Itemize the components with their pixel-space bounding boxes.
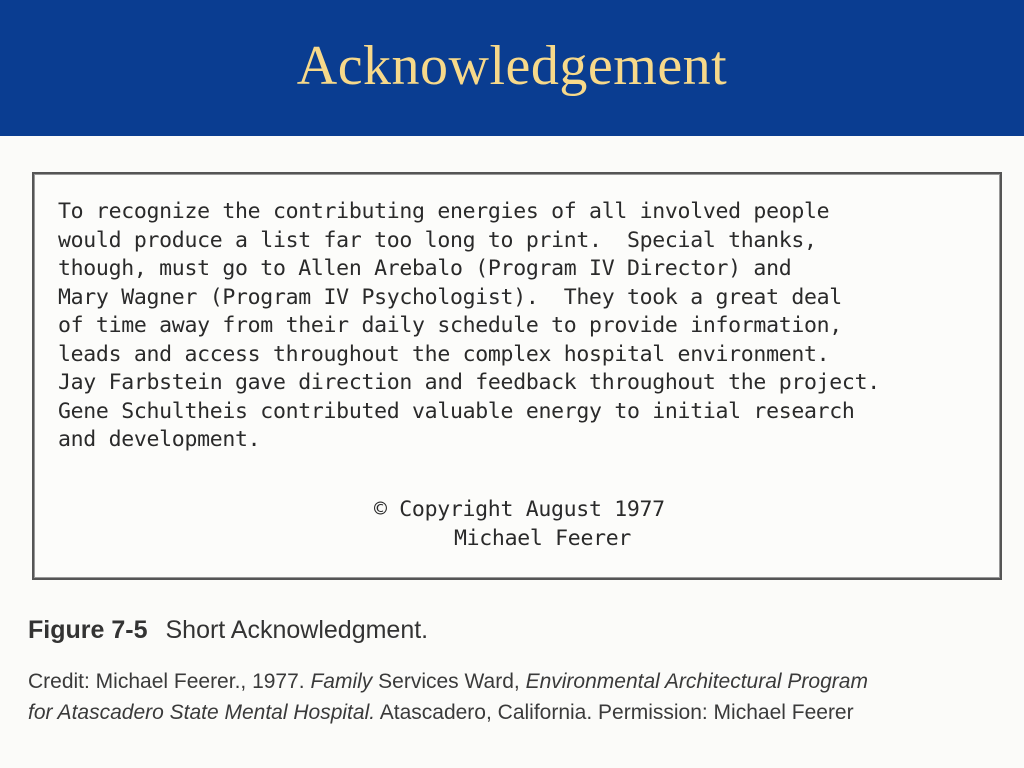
credit-part-6: Atascadero, California. Permission: Michael Feerer [375, 701, 854, 724]
figure-caption-text: Short Acknowledgment. [165, 616, 429, 644]
slide-title: Acknowledgement [296, 35, 728, 97]
credit-part-2: Family [310, 670, 373, 693]
credit-part-5: for Atascadero State Mental Hospital. [28, 701, 376, 724]
slide-content [0, 136, 1024, 768]
credit-text [28, 666, 1008, 728]
text-line: would produce a list far too long to print. Special thanks, [58, 227, 817, 253]
text-line: though, must go to Allen Arebalo (Program IV Director) and [58, 256, 792, 281]
copyright-line: © Copyright August 1977 [374, 497, 665, 522]
figure-frame [32, 172, 1002, 580]
copyright-block [374, 496, 665, 553]
text-line: Mary Wagner (Program IV Psychologist). They took a great deal [58, 284, 842, 310]
text-line: leads and access throughout the complex hospital environment. [58, 341, 830, 367]
credit-part-4: Environmental Architectural Program [525, 670, 868, 693]
credit-line-1 [28, 666, 1008, 697]
credit-part-3: Services Ward, [372, 670, 526, 693]
acknowledgment-text [58, 198, 880, 455]
title-bar [0, 0, 1024, 136]
figure-caption [28, 616, 428, 645]
credit-line-2 [28, 697, 1008, 728]
text-line: of time away from their daily schedule to provide information, [58, 313, 842, 338]
text-line: Jay Farbstein gave direction and feedback throughout the project. [58, 370, 880, 395]
text-line: To recognize the contributing energies of all involved people [58, 199, 830, 224]
author-line: Michael Feerer [454, 525, 632, 551]
figure-label: Figure 7-5 [28, 616, 148, 644]
credit-part-1: Credit: Michael Feerer., 1977. [28, 670, 311, 693]
text-line: and development. [58, 427, 261, 452]
text-line: Gene Schultheis contributed valuable energy to initial research [58, 398, 855, 424]
